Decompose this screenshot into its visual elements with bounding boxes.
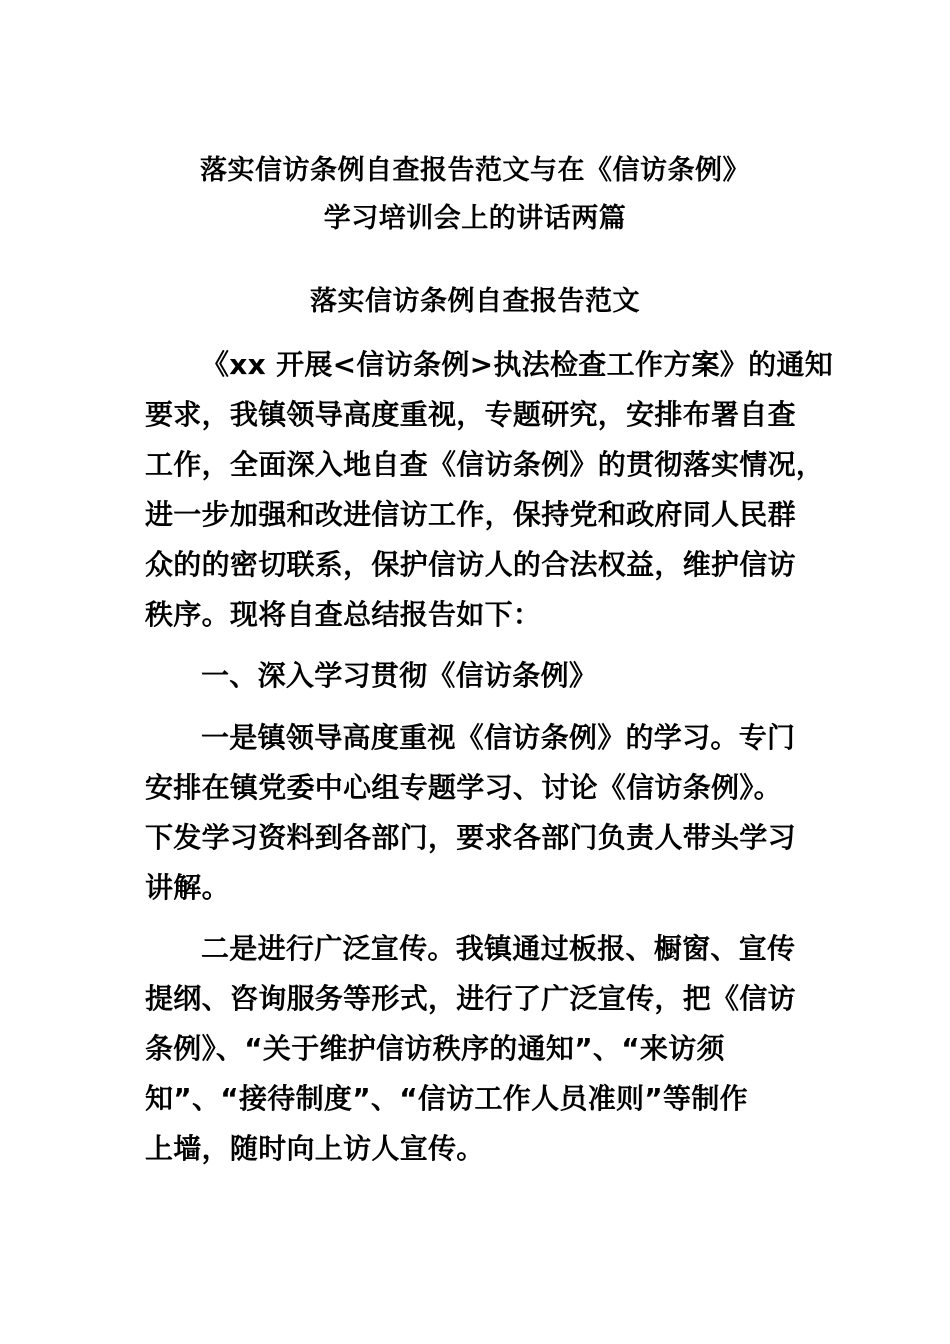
paragraph-notice — [145, 340, 835, 640]
text-line: 一是镇领导高度重视《信访条例》的学习。专门 — [201, 721, 796, 754]
text-line: 众的的密切联系，保护信访人的合法权益，维护信访 — [145, 548, 796, 581]
text-line: 二是进行广泛宣传。我镇通过板报、橱窗、宣传 — [201, 932, 796, 965]
text-line: 讲解。 — [145, 871, 230, 904]
text-line: 进一步加强和改进信访工作，保持党和政府同人民群 — [145, 498, 796, 531]
document-title-line-2: 学习培训会上的讲话两篇 — [323, 203, 627, 234]
paragraph-leadership — [145, 713, 835, 913]
text-line: 提纲、咨询服务等形式，进行了广泛宣传，把《信访 — [145, 982, 796, 1015]
text-line: 条例》、“关于维护信访秩序的通知”、“来访须 — [145, 1032, 725, 1065]
section-title: 落实信访条例自查报告范文 — [310, 286, 640, 317]
document-title-line-1: 落实信访条例自查报告范文与在《信访条例》 — [200, 155, 750, 186]
text-line: 安排在镇党委中心组专题学习、讨论《信访条例》。 — [145, 771, 782, 804]
text-line: 下发学习资料到各部门，要求各部门负责人带头学习 — [145, 821, 796, 854]
heading-study — [145, 651, 835, 701]
text-line: 上墙，随时向上访人宣传。 — [145, 1132, 485, 1165]
heading-text: 一、深入学习贯彻《信访条例》 — [201, 659, 598, 692]
text-line: 要求，我镇领导高度重视，专题研究，安排布署自查 — [145, 398, 796, 431]
text-line: 工作，全面深入地自查《信访条例》的贯彻落实情况， — [145, 448, 825, 481]
text-line: 知”、“接待制度”、“信访工作人员准则”等制作 — [145, 1082, 748, 1115]
paragraph-publicity — [145, 924, 835, 1174]
text-line: 秩序。现将自查总结报告如下： — [145, 598, 542, 631]
text-line: 《xx 开展<信访条例>执法检查工作方案》的通知 — [201, 348, 833, 381]
